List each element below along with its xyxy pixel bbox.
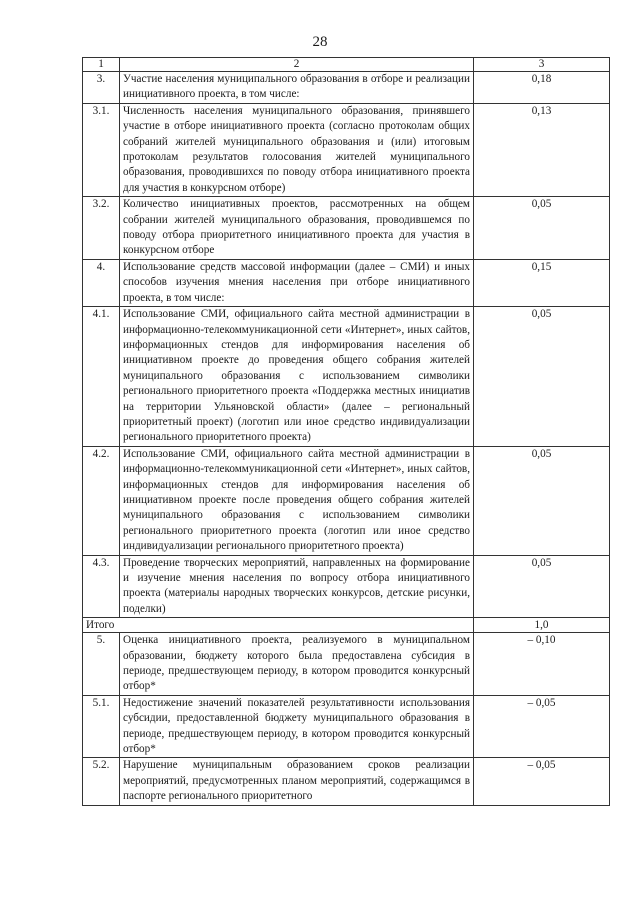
row-value: 0,05 bbox=[474, 307, 610, 447]
row-text: Недостижение значений показателей результативности использования субсидии, предоставленной бюджету муниципального образования в периоде, предшествующем периоду, в котором проводится конкурсный отбор* bbox=[120, 695, 474, 758]
row-value: 0,15 bbox=[474, 259, 610, 306]
row-value: 0,18 bbox=[474, 72, 610, 104]
row-number: 4. bbox=[83, 259, 120, 306]
row-number: 5. bbox=[83, 633, 120, 696]
header-col-1: 1 bbox=[83, 58, 120, 72]
row-number: 3. bbox=[83, 72, 120, 104]
row-text: Оценка инициативного проекта, реализуемого в муниципальном образовании, бюджету которого была предоставлена субсидия в периоде, предшествующем периоду, в котором проводится конкурсный отбор* bbox=[120, 633, 474, 696]
table-row bbox=[83, 446, 610, 555]
row-value: – 0,05 bbox=[474, 695, 610, 758]
row-text: Использование СМИ, официального сайта местной администрации в информационно-телекоммуникационной сети «Интернет», иных сайтов, информационных стендов для информирования населения об инициативном проекте после проведения общего собрания жителей муниципального образования с использованием символики регионального приоритетного проекта (логотип или иное средство индивидуализации регионального приоритетного проекта) bbox=[120, 446, 474, 555]
row-number: 3.2. bbox=[83, 197, 120, 260]
table-row bbox=[83, 758, 610, 805]
total-row bbox=[83, 618, 610, 633]
total-value: 1,0 bbox=[474, 618, 610, 633]
row-value: 0,05 bbox=[474, 555, 610, 618]
row-value: 0,05 bbox=[474, 197, 610, 260]
row-value: 0,05 bbox=[474, 446, 610, 555]
table-row bbox=[83, 307, 610, 447]
row-number: 5.2. bbox=[83, 758, 120, 805]
row-number: 4.1. bbox=[83, 307, 120, 447]
header-col-2: 2 bbox=[120, 58, 474, 72]
table-row bbox=[83, 555, 610, 618]
table-row bbox=[83, 695, 610, 758]
row-text: Использование средств массовой информации (далее – СМИ) и иных способов изучения мнения населения при отборе инициативного проекта, в том числе: bbox=[120, 259, 474, 306]
row-number: 4.3. bbox=[83, 555, 120, 618]
row-text: Участие населения муниципального образования в отборе и реализации инициативного проекта, в том числе: bbox=[120, 72, 474, 104]
row-text: Проведение творческих мероприятий, направленных на формирование и изучение мнения населения по вопросу отбора инициативного проекта (материалы народных творческих конкурсов, детские рисунки, поделки) bbox=[120, 555, 474, 618]
criteria-table bbox=[82, 57, 610, 806]
table-row bbox=[83, 633, 610, 696]
row-value: – 0,10 bbox=[474, 633, 610, 696]
row-value: – 0,05 bbox=[474, 758, 610, 805]
row-text: Количество инициативных проектов, рассмотренных на общем собрании жителей муниципального образования, проводившемся по поводу отбора приоритетного инициативного проекта для участия в конкурсном отборе bbox=[120, 197, 474, 260]
row-number: 4.2. bbox=[83, 446, 120, 555]
page-number: 28 bbox=[312, 34, 328, 50]
table-row bbox=[83, 103, 610, 196]
row-text: Нарушение муниципальным образованием сроков реализации мероприятий, предусмотренных планом мероприятий, содержащимся в паспорте регионального приоритетного bbox=[120, 758, 474, 805]
header-col-3: 3 bbox=[474, 58, 610, 72]
table-row bbox=[83, 72, 610, 104]
table-row bbox=[83, 259, 610, 306]
row-text: Использование СМИ, официального сайта местной администрации в информационно-телекоммуникационной сети «Интернет», иных сайтов, информационных стендов для информирования населения об инициативном проекте до проведения общего собрания жителей муниципального образования с использованием символики регионального приоритетного проекта «Поддержка местных инициатив на территории Ульяновской области» (далее – региональный приоритетный проект) (логотип или иное средство индивидуализации регионального приоритетного проекта) bbox=[120, 307, 474, 447]
table-header-row bbox=[83, 58, 610, 72]
row-number: 3.1. bbox=[83, 103, 120, 196]
table-row bbox=[83, 197, 610, 260]
row-text: Численность населения муниципального образования, принявшего участие в отборе инициативного проекта (согласно протоколам общих собраний жителей муниципального образования и (или) итоговым протоколам результатов голосования жителей муниципального образования, проводившихся по поводу отбора инициативного проекта для участия в конкурсном отборе) bbox=[120, 103, 474, 196]
total-label: Итого bbox=[83, 618, 474, 633]
row-value: 0,13 bbox=[474, 103, 610, 196]
row-number: 5.1. bbox=[83, 695, 120, 758]
